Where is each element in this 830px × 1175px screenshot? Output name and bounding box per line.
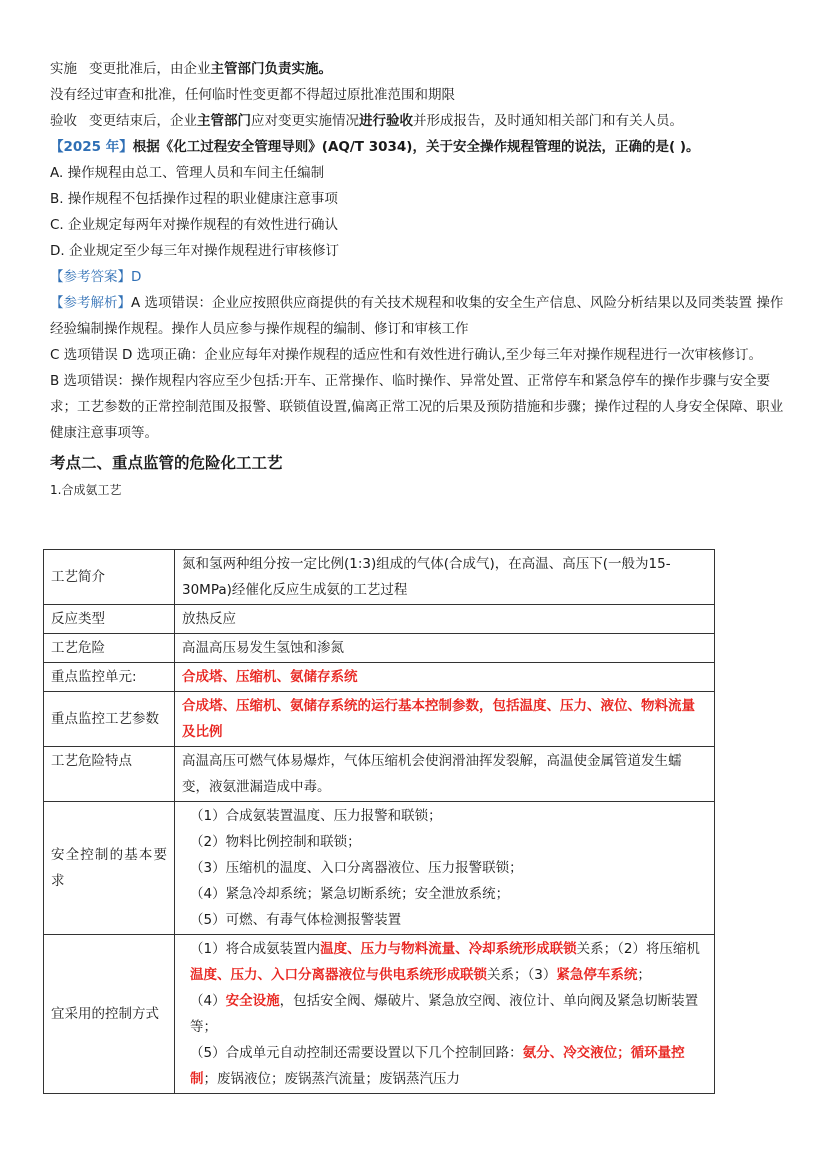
- row-key: 反应类型: [44, 605, 175, 634]
- table-row: [44, 747, 715, 802]
- table-row: [44, 663, 715, 692]
- row-value: 高温高压易发生氢蚀和渗氮: [175, 634, 715, 663]
- row-key: 工艺简介: [44, 550, 175, 605]
- list-item: （1）合成氨装置温度、压力报警和联锁；: [190, 808, 442, 824]
- row-value: 高温高压可燃气体易爆炸，气体压缩机会使润滑油挥发裂解，高温使金属管道发生蠕变，液氨泄漏造成中毒。: [175, 747, 715, 802]
- explanation-3: B 选项错误：操作规程内容应至少包括:开车、正常操作、临时操作、异常处置、正常停车和紧急停车的操作步骤与安全要求；工艺参数的正常控制范围及报警、联锁值设置,偏离正常工况的后果及预防措施和步骤；操作过程的人身安全保障、职业健康注意事项等。: [50, 373, 784, 441]
- control-paragraph-1: [182, 936, 707, 988]
- row-value: [175, 802, 715, 935]
- option-c: C. 企业规定每两年对操作规程的有效性进行确认: [50, 217, 339, 233]
- text: ；废锅液位；废锅蒸汽流量；废锅蒸汽压力: [203, 1071, 460, 1087]
- row-value: [175, 935, 715, 1094]
- row-value: 放热反应: [175, 605, 715, 634]
- control-paragraph-3: [182, 1040, 707, 1092]
- highlight: 温度、压力与物料流量、冷却系统形成联锁: [320, 941, 577, 957]
- row-key: 工艺危险特点: [44, 747, 175, 802]
- explanation-label: 【参考解析】: [50, 295, 131, 311]
- section-title: 考点二、重点监管的危险化工工艺: [50, 454, 283, 472]
- line-temporary-change: 没有经过审查和批准，任何临时性变更都不得超过原批准范围和期限: [50, 87, 455, 103]
- text: ；: [637, 967, 651, 983]
- option-a: A. 操作规程由总工、管理人员和车间主任编制: [50, 165, 325, 181]
- list-item: （5）可燃、有毒气体检测报警装置: [190, 912, 402, 928]
- text: （1）将合成氨装置内: [190, 941, 321, 957]
- option-d: D. 企业规定至少每三年对操作规程进行审核修订: [50, 243, 339, 259]
- row-key: 宜采用的控制方式: [44, 935, 175, 1094]
- table-row: [44, 634, 715, 663]
- question-text: 根据《化工过程安全管理导则》(AQ/T 3034)，关于安全操作规程管理的说法，正确的是( )。: [132, 139, 700, 155]
- list-item: （2）物料比例控制和联锁；: [190, 834, 361, 850]
- question: [50, 134, 785, 160]
- table-row: [44, 692, 715, 747]
- list-item: （4）紧急冷却系统；紧急切断系统；安全泄放系统；: [190, 886, 510, 902]
- row-value: 合成塔、压缩机、氨储存系统的运行基本控制参数，包括温度、压力、液位、物料流量及比例: [175, 692, 715, 747]
- document-body: [50, 56, 785, 500]
- text: 应对变更实施情况: [251, 113, 359, 129]
- text: 变更批准后，由企业: [89, 61, 211, 77]
- row-key: 重点监控单元:: [44, 663, 175, 692]
- list-item: （3）压缩机的温度、入口分离器液位、压力报警联锁；: [190, 860, 523, 876]
- highlight: 氨分、冷交液位；循环量控制: [190, 1045, 685, 1087]
- line-acceptance: [50, 108, 785, 134]
- label-implementation: 实施: [50, 61, 77, 77]
- option-b: B. 操作规程不包括操作过程的职业健康注意事项: [50, 191, 338, 207]
- explanation-1: [50, 290, 785, 342]
- answer: [50, 264, 785, 290]
- row-key: 重点监控工艺参数: [44, 692, 175, 747]
- process-table: [43, 549, 715, 1094]
- highlight: 温度、压力、入口分离器液位与供电系统形成联锁: [190, 967, 487, 983]
- line-implementation: [50, 56, 785, 82]
- bold-text: 主管部门: [197, 113, 251, 129]
- table-row: [44, 802, 715, 935]
- question-year: 【2025 年】: [50, 139, 133, 155]
- explanation-text: A 选项错误：企业应按照供应商提供的有关技术规程和收集的安全生产信息、风险分析结果以及同类装置 操作经验编制操作规程。操作人员应参与操作规程的编制、修订和审核工作: [50, 295, 784, 337]
- bold-text: 主管部门负责实施。: [210, 61, 332, 77]
- text: 并形成报告，及时通知相关部门和有关人员。: [413, 113, 683, 129]
- highlight: 紧急停车系统: [556, 967, 638, 983]
- table-row: [44, 550, 715, 605]
- row-key: 安全控制的基本要求: [44, 802, 175, 935]
- text: ，包括安全阀、爆破片、紧急放空阀、液位计、单向阀及紧急切断装置等；: [190, 993, 699, 1035]
- text: （5）合成单元自动控制还需要设置以下几个控制回路：: [190, 1045, 523, 1061]
- text: （4）: [190, 993, 226, 1009]
- bold-text: 进行验收: [359, 113, 413, 129]
- text: 关系；（3）: [487, 967, 557, 983]
- table-row: [44, 935, 715, 1094]
- answer-label: 【参考答案】: [50, 269, 131, 285]
- answer-value: D: [131, 269, 142, 285]
- row-value: 合成塔、压缩机、氨储存系统: [175, 663, 715, 692]
- text: 关系；（2）将压缩机: [576, 941, 700, 957]
- table-caption: 1.合成氨工艺: [50, 483, 122, 497]
- row-key: 工艺危险: [44, 634, 175, 663]
- highlight: 安全设施: [225, 993, 280, 1009]
- label-acceptance: 验收: [50, 113, 77, 129]
- text: 变更结束后，企业: [89, 113, 197, 129]
- explanation-2: C 选项错误 D 选项正确：企业应每年对操作规程的适应性和有效性进行确认,至少每三年对操作规程进行一次审核修订。: [50, 347, 762, 363]
- control-paragraph-2: [182, 988, 707, 1040]
- row-value: 氮和氢两种组分按一定比例(1:3)组成的气体(合成气)，在高温、高压下(一般为15-30MPa)经催化反应生成氨的工艺过程: [175, 550, 715, 605]
- table-row: [44, 605, 715, 634]
